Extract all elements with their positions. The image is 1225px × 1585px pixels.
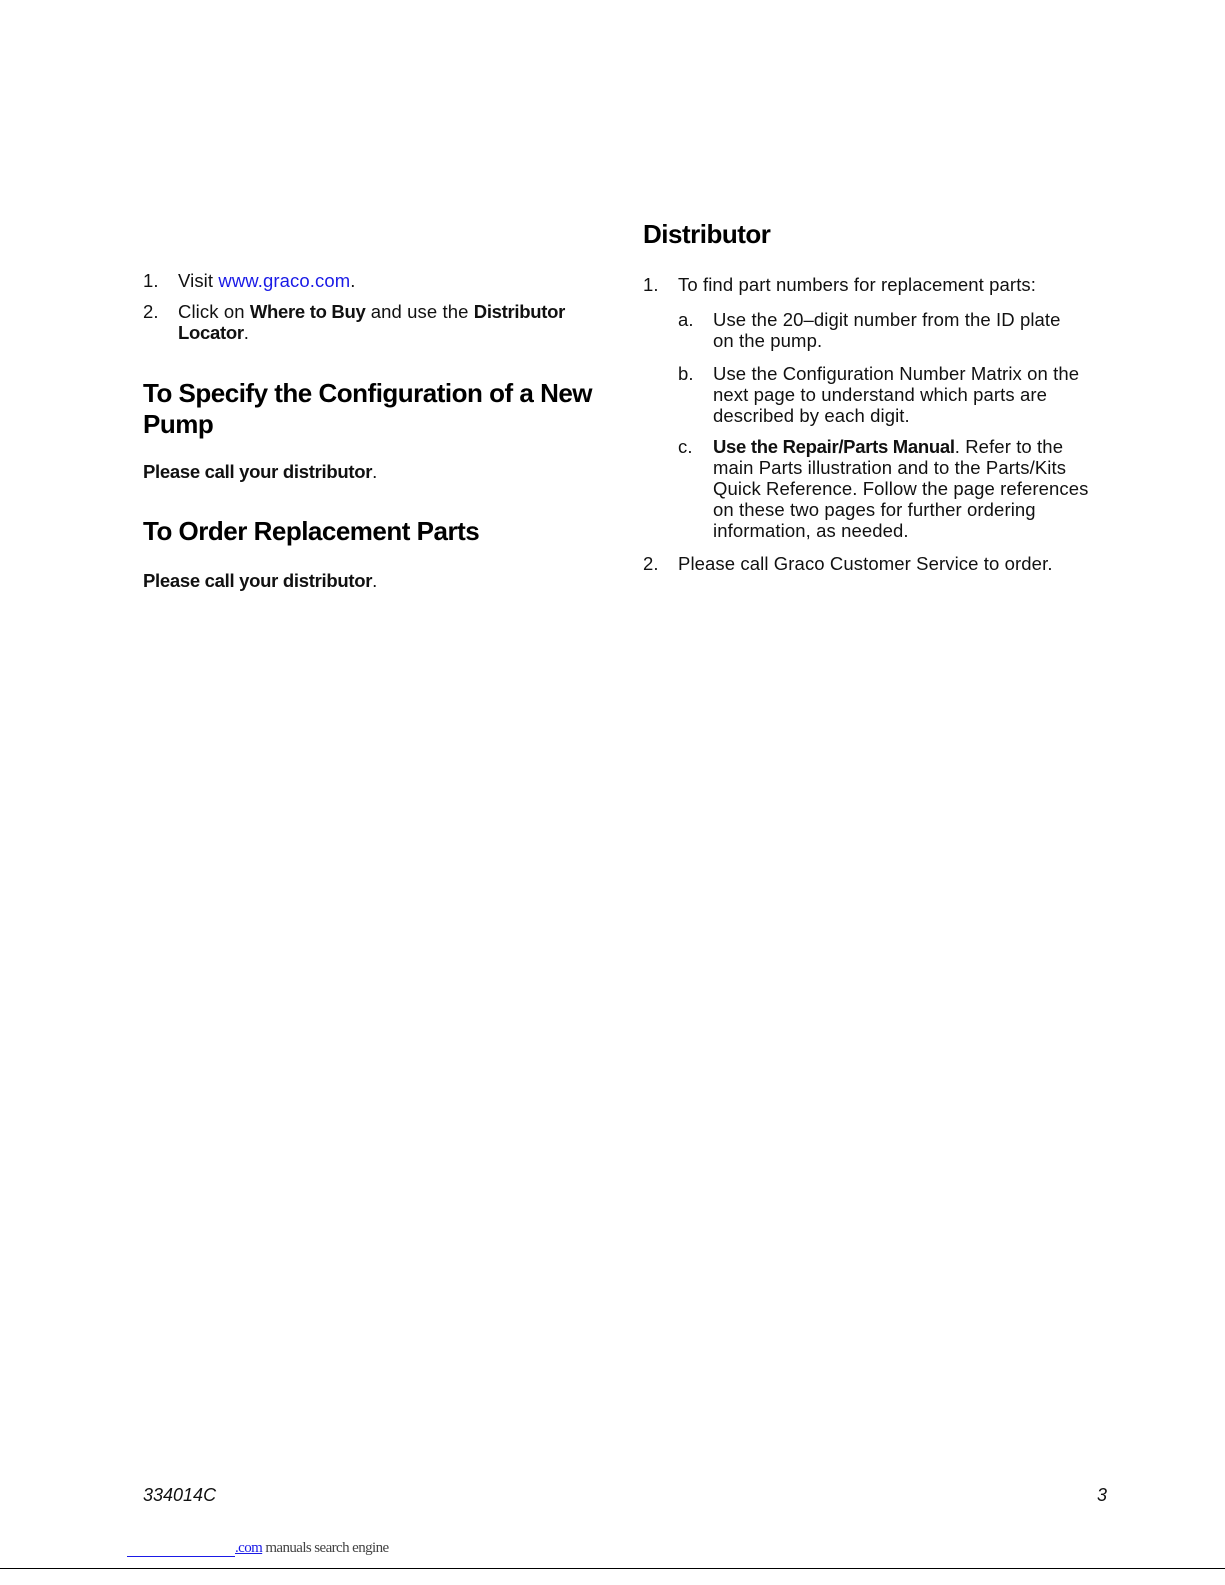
step-number: 2. [643,553,659,574]
step-number: 1. [643,274,659,295]
step-number: 1. [143,270,159,291]
sub-line: Quick Reference. Follow the page references [713,478,1089,499]
repair-parts-manual-label: Use the Repair/Parts Manual [713,436,955,457]
sub-line: on the pump. [713,330,823,351]
step-text: Visit [178,270,219,291]
sub-text [713,309,1061,351]
sub-line: information, as needed. [713,520,909,541]
sub-text [713,363,1079,426]
sub-letter: b. [678,363,694,384]
call-distributor-text: Please call your distributor [143,570,373,591]
step-text: Click on [178,301,250,322]
heading-specify-configuration [143,378,592,440]
source-footer [235,1540,389,1557]
source-link[interactable]: .com [235,1540,263,1556]
sub-step-c [678,436,1089,541]
sub-line [713,436,1089,457]
step-number: 2. [143,301,159,322]
right-step-2 [643,553,1053,574]
punct: . [350,270,356,291]
sub-line: main Parts illustration and to the Parts/Kits [713,457,1067,478]
page-bottom-rule [0,1568,1225,1569]
punct: . [372,461,378,482]
page-number: 3 [1097,1485,1108,1505]
left-step-1 [143,270,355,291]
sub-letter: a. [678,309,694,330]
heading-order-parts: To Order Replacement Parts [143,516,480,546]
heading-distributor: Distributor [643,219,771,249]
sub-text [713,436,1089,541]
sub-text-rest: . Refer to the [954,436,1064,457]
step-text: Please call Graco Customer Service to order. [678,553,1053,574]
sub-line: described by each digit. [713,405,910,426]
left-step-2 [143,301,613,322]
locator-label: Locator [178,322,244,343]
source-text: manuals search engine [265,1540,389,1556]
step-text-mid: and use the [365,301,474,322]
sub-letter: c. [678,436,693,457]
order-paragraph [143,570,377,591]
right-step-1 [643,274,1036,295]
heading-line: Pump [143,409,214,439]
punct: . [372,570,378,591]
step-text: To find part numbers for replacement parts: [678,274,1037,295]
source-underline [127,1556,235,1557]
graco-website-link[interactable]: www.graco.com [218,270,351,291]
document-number: 334014C [143,1485,217,1505]
punct: . [243,322,249,343]
sub-step-a [678,309,1061,351]
sub-line: on these two pages for further ordering [713,499,1036,520]
where-to-buy-label: Where to Buy [249,301,366,322]
sub-line: Use the 20–digit number from the ID plate [713,309,1061,330]
left-step-2-cont [178,322,249,343]
heading-line: To Specify the Configuration of a New [143,378,593,408]
sub-line: next page to understand which parts are [713,384,1048,405]
specify-paragraph [143,461,377,482]
call-distributor-text: Please call your distributor [143,461,373,482]
distributor-label: Distributor [473,301,566,322]
sub-line: Use the Configuration Number Matrix on the [713,363,1080,384]
sub-step-b [678,363,1079,426]
